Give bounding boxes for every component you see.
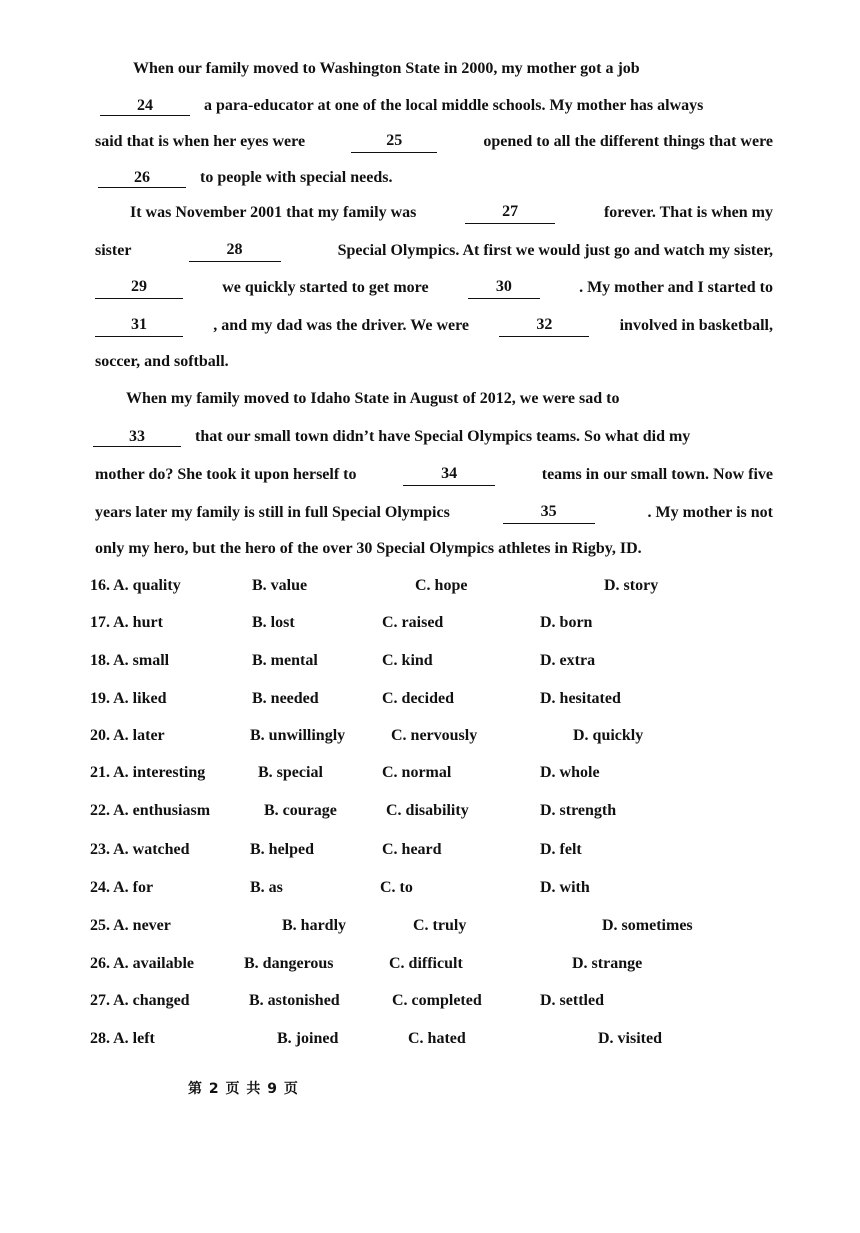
passage-text: opened to all the different things that were <box>483 133 773 150</box>
option-b: B. helped <box>250 841 315 858</box>
option-c: C. completed <box>392 992 482 1009</box>
option-d: D. felt <box>540 841 582 858</box>
passage-text: It was November 2001 that my family was <box>130 204 417 221</box>
blank-25: 25 <box>351 131 437 153</box>
option-b: B. lost <box>252 614 295 631</box>
option-c: C. kind <box>382 652 433 669</box>
blank-29: 29 <box>95 277 183 299</box>
option-c: C. heard <box>382 841 442 858</box>
option-d: D. hesitated <box>540 690 621 707</box>
option-b: B. unwillingly <box>250 727 346 744</box>
option-b: B. mental <box>252 652 318 669</box>
option-d: D. extra <box>540 652 596 669</box>
option-c: C. disability <box>386 802 469 819</box>
option-a: 27. A. changed <box>90 992 190 1009</box>
option-a: 18. A. small <box>90 652 170 669</box>
passage-text: to people with special needs. <box>200 169 393 186</box>
passage-text: . My mother and I started to <box>579 279 773 296</box>
option-b: B. hardly <box>282 917 347 934</box>
blank-33: 33 <box>93 427 181 447</box>
option-d: D. settled <box>540 992 604 1009</box>
option-b: B. dangerous <box>244 955 334 972</box>
option-b: B. as <box>250 879 283 896</box>
passage-text: forever. That is when my <box>603 204 773 221</box>
blank-32: 32 <box>499 315 589 337</box>
passage-line <box>95 538 642 560</box>
option-a: 16. A. quality <box>90 577 181 594</box>
option-c: C. normal <box>382 764 452 781</box>
option-d: D. sometimes <box>602 917 693 934</box>
passage-line <box>95 315 773 337</box>
passage-line <box>126 388 773 410</box>
blank-35: 35 <box>503 502 595 524</box>
option-a: 23. A. watched <box>90 841 190 858</box>
passage-text: involved in basketball, <box>619 317 773 334</box>
passage-line <box>95 502 773 524</box>
passage-text: When my family moved to Idaho State in August of 2012, we were sad to <box>126 390 620 407</box>
passage-text: years later my family is still in full Special Olympics <box>95 504 450 521</box>
option-a: 26. A. available <box>90 955 195 972</box>
passage-text: When our family moved to Washington State in 2000, my mother got a job <box>133 60 640 77</box>
option-a: 28. A. left <box>90 1030 155 1047</box>
blank-26: 26 <box>98 168 186 188</box>
passage-line <box>95 131 773 153</box>
option-d: D. strange <box>572 955 643 972</box>
passage-line <box>133 58 773 80</box>
option-c: C. raised <box>382 614 444 631</box>
option-a: 24. A. for <box>90 879 154 896</box>
blank-31: 31 <box>95 315 183 337</box>
option-b: B. needed <box>252 690 319 707</box>
option-d: D. quickly <box>573 727 644 744</box>
passage-text: soccer, and softball. <box>95 353 229 370</box>
option-b: B. value <box>252 577 308 594</box>
page-footer: 第 2 页 共 9 页 <box>188 1081 299 1097</box>
passage-line <box>98 167 392 189</box>
blank-27: 27 <box>465 202 555 224</box>
option-b: B. astonished <box>249 992 340 1009</box>
option-b: B. joined <box>277 1030 339 1047</box>
passage-line <box>95 464 773 486</box>
passage-text: said that is when her eyes were <box>95 133 306 150</box>
option-c: C. truly <box>413 917 467 934</box>
passage-text: . My mother is not <box>647 504 773 521</box>
option-b: B. courage <box>264 802 337 819</box>
option-d: D. with <box>540 879 590 896</box>
option-a: 19. A. liked <box>90 690 167 707</box>
option-c: C. nervously <box>391 727 478 744</box>
blank-28: 28 <box>189 240 281 262</box>
passage-text: sister <box>95 242 132 259</box>
option-a: 21. A. interesting <box>90 764 206 781</box>
option-a: 17. A. hurt <box>90 614 163 631</box>
passage-text: a para-educator at one of the local middle schools. My mother has always <box>204 97 704 114</box>
option-b: B. special <box>258 764 323 781</box>
passage-text: only my hero, but the hero of the over 30 Special Olympics athletes in Rigby, ID. <box>95 540 642 557</box>
blank-30: 30 <box>468 277 540 299</box>
passage-line <box>95 277 773 299</box>
option-c: C. hope <box>415 577 468 594</box>
passage-line <box>93 426 690 448</box>
passage-line <box>95 351 229 373</box>
passage-text: teams in our small town. Now five <box>541 466 773 483</box>
option-d: D. born <box>540 614 593 631</box>
blank-24: 24 <box>100 96 190 116</box>
option-c: C. difficult <box>389 955 463 972</box>
passage-line <box>95 240 773 262</box>
option-c: C. to <box>380 879 413 896</box>
option-c: C. hated <box>408 1030 466 1047</box>
option-d: D. story <box>604 577 659 594</box>
passage-text: Special Olympics. At first we would just go and watch my sister, <box>337 242 773 259</box>
passage-line <box>130 202 773 224</box>
option-d: D. whole <box>540 764 600 781</box>
option-a: 25. A. never <box>90 917 171 934</box>
passage-line <box>100 95 703 117</box>
passage-text: that our small town didn’t have Special Olympics teams. So what did my <box>195 428 691 445</box>
blank-34: 34 <box>403 464 495 486</box>
passage-text: mother do? She took it upon herself to <box>95 466 357 483</box>
option-d: D. visited <box>598 1030 662 1047</box>
option-a: 20. A. later <box>90 727 165 744</box>
passage-text: , and my dad was the driver. We were <box>213 317 470 334</box>
option-c: C. decided <box>382 690 454 707</box>
option-d: D. strength <box>540 802 617 819</box>
passage-text: we quickly started to get more <box>222 279 429 296</box>
option-a: 22. A. enthusiasm <box>90 802 211 819</box>
